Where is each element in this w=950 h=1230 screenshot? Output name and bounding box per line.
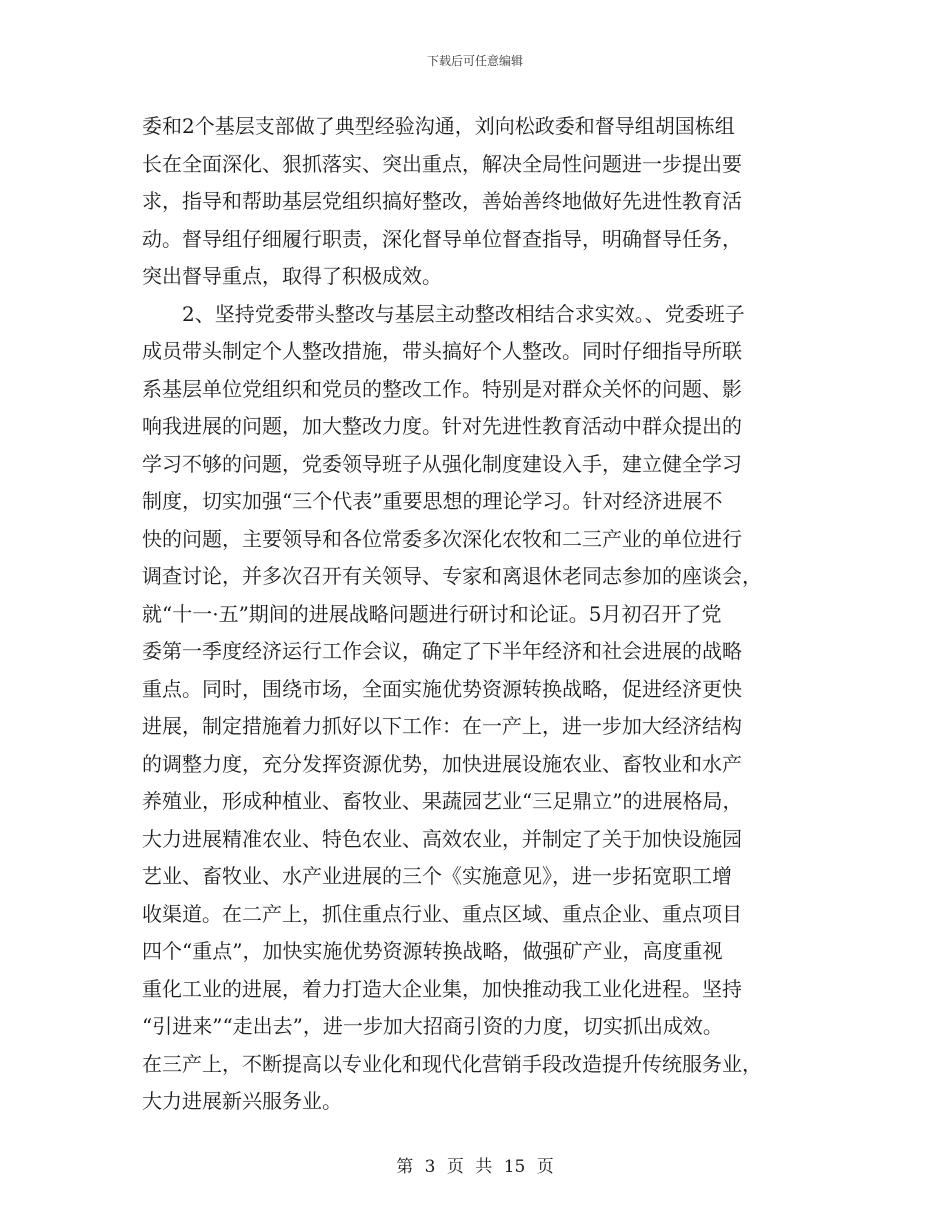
document-body (142, 108, 812, 1121)
text-line: 委和2个基层支部做了典型经验沟通，刘向松政委和督导组胡国栋组 (142, 114, 735, 138)
text-line: 收渠道。在二产上，抓住重点行业、重点区域、重点企业、重点项目 (142, 901, 742, 926)
text-line: 响我进展的问题，加大整改力度。针对先进性教育活动中群众提出的 (142, 414, 742, 438)
text-line: 重化工业的进展，着力打造大企业集，加快推动我工业化进程。坚持 (142, 976, 742, 1001)
text-line: 动。督导组仔细履行职责，深化督导单位督查指导，明确督导任务， (142, 226, 742, 251)
text-line: 就“十一·五”期间的进展战略问题进行研讨和论证。5月初召开了党 (142, 601, 722, 626)
text-line: 长在全面深化、狠抓落实、突出重点，解决全局性问题进一步提出要 (142, 151, 742, 176)
text-line: 在三产上，不断提高以专业化和现代化营销手段改造提升传统服务业， (142, 1051, 762, 1076)
text-line: 调查讨论，并多次召开有关领导、专家和离退休老同志参加的座谈会， (142, 564, 762, 588)
text-line: 学习不够的问题，党委领导班子从强化制度建设入手，建立健全学习 (142, 451, 742, 476)
text-line: 委第一季度经济运行工作会议，确定了下半年经济和社会进展的战略 (142, 639, 742, 663)
page-header: 下载后可任意编辑 (426, 54, 523, 68)
text-line: 四个“重点”，加快实施优势资源转换战略，做强矿产业，高度重视 (142, 939, 723, 963)
text-line: 大力进展精准农业、特色农业、高效农业，并制定了关于加快设施园 (142, 826, 742, 851)
text-line: 进展，制定措施着力抓好以下工作：在一产上，进一步加大经济结构 (142, 714, 742, 738)
text-line: 快的问题，主要领导和各位常委多次深化农牧和二三产业的单位进行 (142, 526, 742, 551)
text-line: 突出督导重点，取得了积极成效。 (142, 264, 442, 288)
text-line: 求，指导和帮助基层党组织搞好整改，善始善终地做好先进性教育活 (142, 189, 742, 213)
text-line: 重点。同时，围绕市场，全面实施优势资源转换战略，促进经济更快 (142, 676, 742, 701)
text-line: 制度，切实加强“三个代表”重要思想的理论学习。针对经济进展不 (142, 489, 723, 513)
page-number-footer: 第 3 页 共 15 页 (396, 1157, 554, 1177)
text-line: 艺业、畜牧业、水产业进展的三个《实施意见》，进一步拓宽职工增 (142, 864, 732, 888)
text-line: 的调整力度，充分发挥资源优势，加快进展设施农业、畜牧业和水产 (142, 751, 742, 776)
text-line: 养殖业，形成种植业、畜牧业、果蔬园艺业“三足鼎立”的进展格局， (142, 789, 743, 813)
text-line: 大力进展新兴服务业。 (142, 1089, 342, 1113)
text-line: 系基层单位党组织和党员的整改工作。特别是对群众关怀的问题、影 (142, 376, 742, 401)
text-line: “引进来”“走出去”，进一步加大招商引资的力度，切实抓出成效。 (142, 1014, 723, 1038)
text-line: 成员带头制定个人整改措施，带头搞好个人整改。同时仔细指导所联 (142, 339, 742, 363)
text-line: 2、坚持党委带头整改与基层主动整改相结合求实效。、党委班子 (142, 301, 745, 326)
